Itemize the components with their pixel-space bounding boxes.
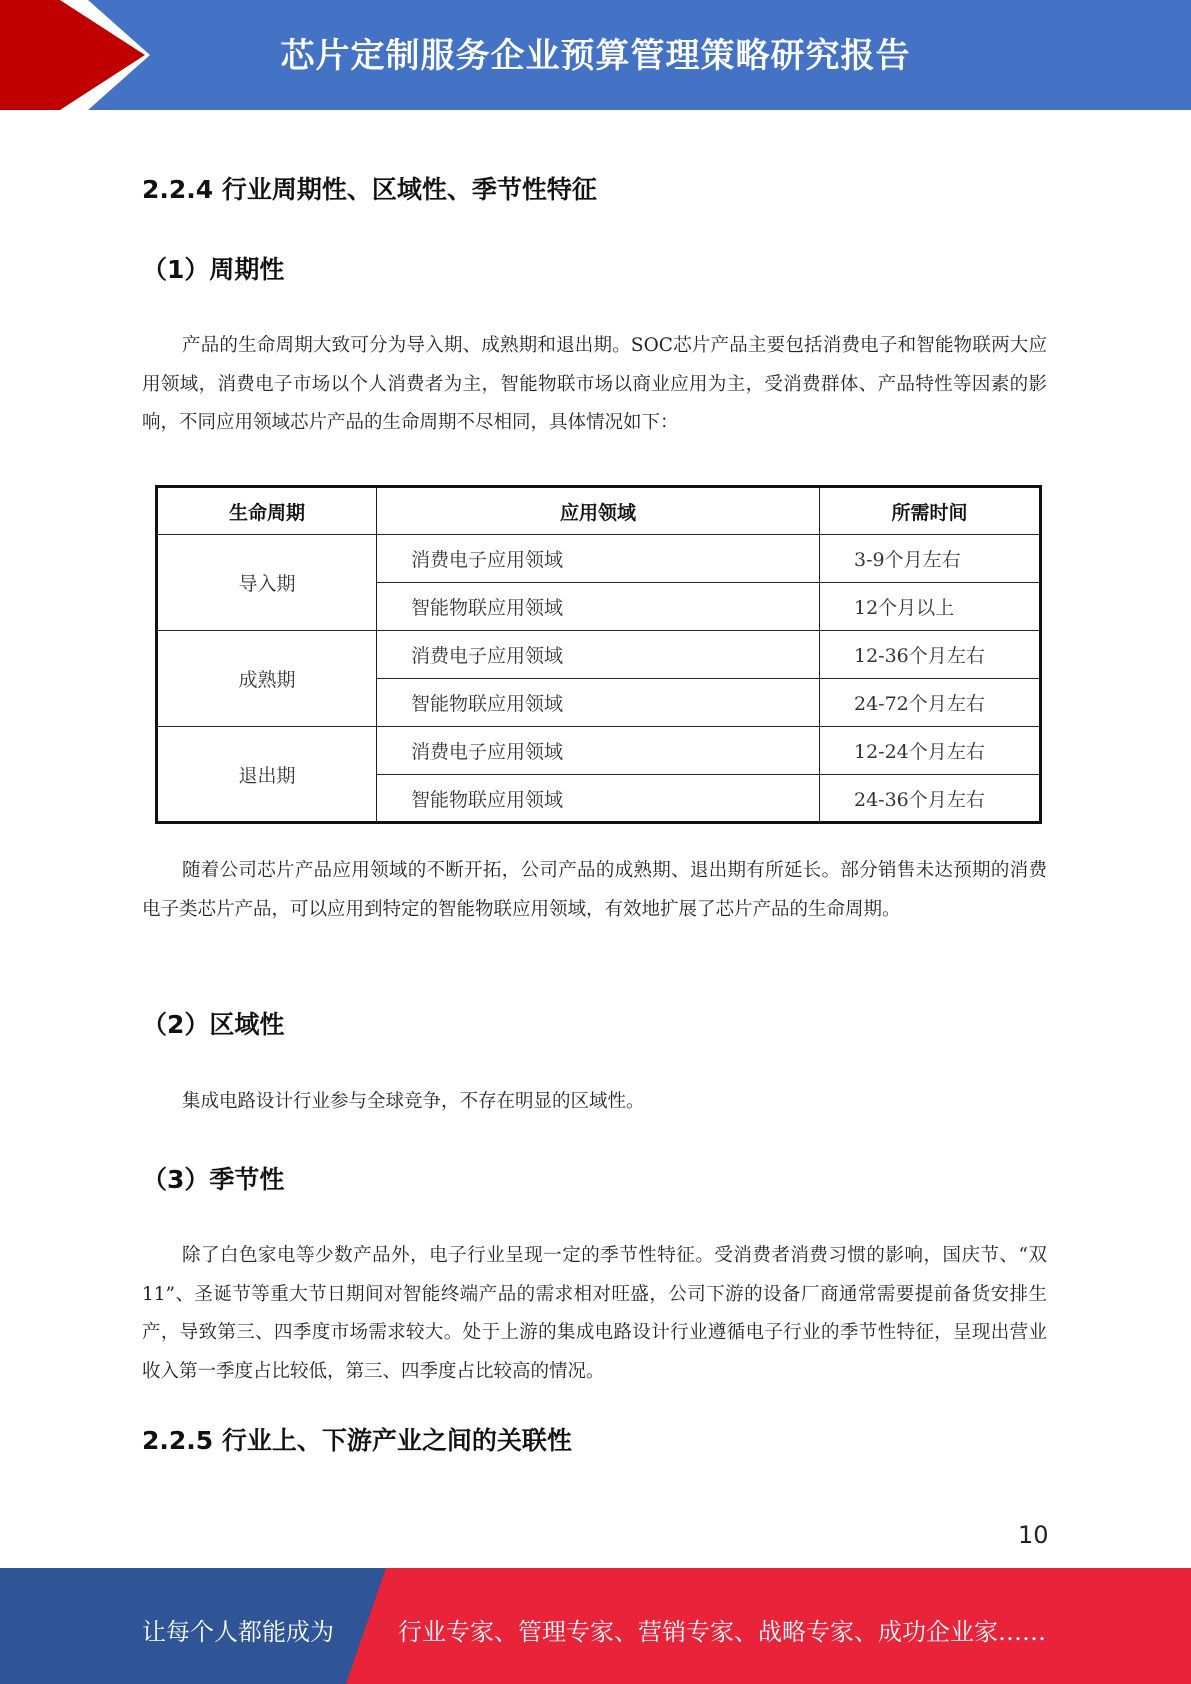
table-header-cell: 生命周期 — [157, 487, 377, 535]
footer-slogan-left: 让每个人都能成为 — [142, 1618, 334, 1646]
time-cell: 24-36个月左右 — [820, 775, 1041, 823]
section-2-2-5-heading: 2.2.5 行业上、下游产业之间的关联性 — [142, 1426, 572, 1455]
cycle-paragraph-1: 产品的生命周期大致可分为导入期、成熟期和退出期。SOC芯片产品主要包括消费电子和智能物联两大应用领域，消费电子市场以个人消费者为主，智能物联市场以商业应用为主，受消费群体、产品特性等因素的影响，不同应用领域芯片产品的生命周期不尽相同，具体情况如下： — [142, 335, 1047, 433]
area-cell: 消费电子应用领域 — [377, 631, 820, 679]
table-header-cell: 应用领域 — [377, 487, 820, 535]
time-cell: 12-36个月左右 — [820, 631, 1041, 679]
section-2-2-4-heading: 2.2.4 行业周期性、区域性、季节性特征 — [142, 175, 597, 204]
area-cell: 消费电子应用领域 — [377, 535, 820, 583]
cycle-heading: （1）周期性 — [142, 255, 285, 284]
page-footer — [0, 1568, 1191, 1684]
table-row — [157, 727, 1041, 775]
cycle-paragraph-2: 随着公司芯片产品应用领域的不断开拓，公司产品的成熟期、退出期有所延长。部分销售未达预期的消费电子类芯片产品，可以应用到特定的智能物联应用领域，有效地扩展了芯片产品的生命周期。 — [142, 860, 1047, 920]
season-paragraph: 除了白色家电等少数产品外，电子行业呈现一定的季节性特征。受消费者消费习惯的影响，国庆节、“双11”、圣诞节等重大节日期间对智能终端产品的需求相对旺盛，公司下游的设备厂商通常需要提前备货安排生产，导致第三、四季度市场需求较大。处于上游的集成电路设计行业遵循电子行业的季节性特征，呈现出营业收入第一季度占比较低，第三、四季度占比较高的情况。 — [142, 1245, 1047, 1382]
region-heading: （2）区域性 — [142, 1010, 285, 1039]
table-header-cell: 所需时间 — [820, 487, 1041, 535]
time-cell: 12个月以上 — [820, 583, 1041, 631]
area-cell: 智能物联应用领域 — [377, 679, 820, 727]
table-row — [157, 535, 1041, 583]
period-cell: 退出期 — [157, 727, 377, 823]
area-cell: 智能物联应用领域 — [377, 583, 820, 631]
report-title: 芯片定制服务企业预算管理策略研究报告 — [280, 36, 911, 76]
region-paragraph: 集成电路设计行业参与全球竞争，不存在明显的区域性。 — [182, 1091, 645, 1112]
period-cell: 成熟期 — [157, 631, 377, 727]
page-header — [0, 0, 1191, 110]
lifecycle-table — [155, 485, 1042, 824]
area-cell: 智能物联应用领域 — [377, 775, 820, 823]
page-number: 10 — [1018, 1521, 1049, 1549]
time-cell: 12-24个月左右 — [820, 727, 1041, 775]
footer-slogan-right: 行业专家、管理专家、营销专家、战略专家、成功企业家…… — [398, 1618, 1046, 1646]
season-heading: （3）季节性 — [142, 1165, 285, 1194]
table-header-row — [157, 487, 1041, 535]
table-row — [157, 631, 1041, 679]
area-cell: 消费电子应用领域 — [377, 727, 820, 775]
time-cell: 3-9个月左右 — [820, 535, 1041, 583]
time-cell: 24-72个月左右 — [820, 679, 1041, 727]
period-cell: 导入期 — [157, 535, 377, 631]
